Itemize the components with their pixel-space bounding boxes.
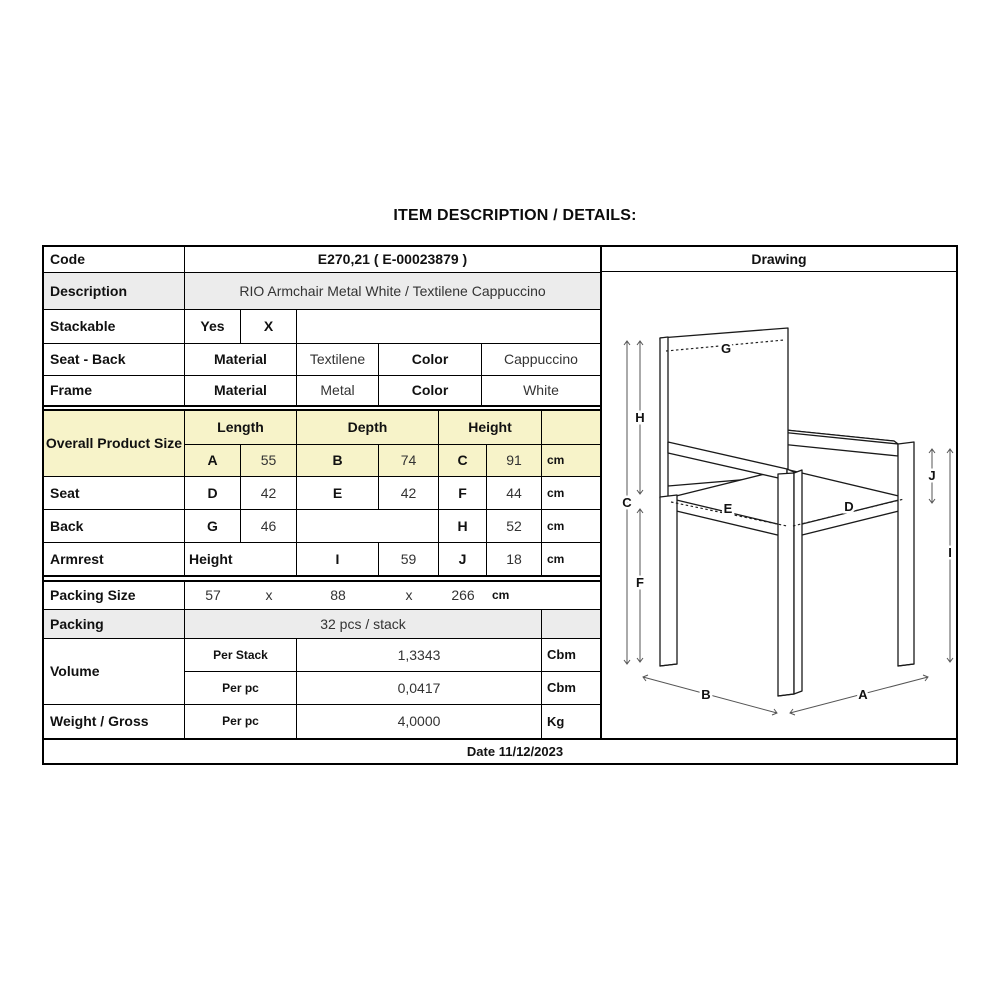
drawing-section (600, 245, 958, 740)
frame-color-label: Color (379, 376, 482, 405)
packing-size-v2: 88 (330, 587, 346, 604)
back-height-value: 52 (487, 510, 542, 542)
description-label: Description (44, 273, 185, 309)
stackable-empty (297, 310, 600, 343)
right-leg (898, 442, 914, 666)
page-title: ITEM DESCRIPTION / DETAILS: (393, 207, 637, 224)
packing-empty (542, 610, 600, 638)
seat-unit: cm (547, 485, 565, 500)
seat-size-row (44, 477, 600, 510)
seat-back-label: Seat - Back (44, 344, 185, 375)
back-post-left (660, 337, 668, 498)
seat-length-value: 42 (241, 477, 297, 509)
packing-size-empty (542, 582, 600, 609)
packing-size-unit: cm (492, 588, 510, 603)
volume-label: Volume (44, 639, 185, 704)
description-value: RIO Armchair Metal White / Textilene Cappuccino (239, 282, 546, 299)
armrest-height-value: 18 (487, 543, 542, 575)
overall-depth-key: B (297, 445, 379, 476)
volume-per-stack-value: 1,3343 (297, 639, 542, 671)
seat-height-value: 44 (487, 477, 542, 509)
seat-back-color: Cappuccino (504, 351, 578, 368)
overall-height-value: 91 (487, 445, 542, 476)
overall-values-row (185, 445, 600, 476)
dim-label-g: G (720, 341, 732, 356)
overall-height-key: C (439, 445, 487, 476)
drawing-header: Drawing (602, 247, 956, 272)
packing-row (44, 610, 600, 639)
volume-per-stack-key: Per Stack (185, 639, 297, 671)
seat-length-key: D (185, 477, 241, 509)
packing-value: 32 pcs / stack (185, 610, 542, 638)
dim-label-f: F (636, 575, 644, 590)
packing-label: Packing (44, 610, 185, 638)
back-empty (297, 510, 439, 542)
armrest-size-label: Armrest (44, 543, 185, 575)
volume-per-stack-row (185, 639, 600, 672)
spec-table-left-section (42, 245, 600, 740)
packing-size-v1: 57 (205, 587, 221, 604)
volume-per-pc-row (185, 672, 600, 704)
dim-label-c: C (622, 495, 632, 510)
back-length-key: G (185, 510, 241, 542)
code-label: Code (44, 247, 185, 272)
dim-label-i: I (948, 545, 952, 560)
frame-row (44, 376, 600, 407)
overall-size-label: Overall Product Size (44, 411, 185, 476)
date-row (42, 740, 958, 765)
size-header-row (185, 411, 600, 445)
armrest-sub-label: Height (185, 543, 297, 575)
overall-length-key: A (185, 445, 241, 476)
volume-per-stack-unit: Cbm (547, 647, 576, 663)
packing-size-x2: x (405, 587, 413, 604)
seat-depth-value: 42 (379, 477, 439, 509)
description-row (44, 273, 600, 310)
code-value: E270,21 ( E-00023879 ) (317, 251, 468, 268)
chair-drawing (602, 272, 956, 738)
volume-per-pc-key: Per pc (185, 672, 297, 704)
overall-length-value: 55 (241, 445, 297, 476)
back-size-label: Back (44, 510, 185, 542)
length-header: Length (185, 411, 297, 444)
overall-depth-value: 74 (379, 445, 439, 476)
dim-label-b: B (701, 687, 711, 702)
left-leg (660, 495, 677, 666)
seat-back-color-label: Color (379, 344, 482, 375)
drawing-area (602, 272, 956, 738)
seat-height-key: F (439, 477, 487, 509)
dim-label-d: D (844, 499, 854, 514)
seat-back-material-label: Material (185, 344, 297, 375)
back-length-value: 46 (241, 510, 297, 542)
weight-label: Weight / Gross (44, 705, 185, 738)
dim-label-j: J (928, 468, 936, 483)
depth-header: Depth (297, 411, 439, 444)
seat-depth-key: E (297, 477, 379, 509)
volume-per-pc-value: 0,0417 (297, 672, 542, 704)
weight-key: Per pc (185, 705, 297, 738)
seat-back-row (44, 344, 600, 376)
frame-label: Frame (44, 376, 185, 405)
weight-row (44, 705, 600, 738)
overall-unit: cm (542, 445, 600, 476)
armrest-size-row (44, 543, 600, 577)
armrest-depth-value: 59 (379, 543, 439, 575)
stackable-row (44, 310, 600, 344)
volume-rows (44, 639, 600, 705)
packing-size-v3: 266 (451, 587, 475, 604)
seat-back-material: Textilene (297, 344, 379, 375)
height-header: Height (439, 411, 542, 444)
armrest-unit: cm (547, 551, 565, 566)
dim-label-a: A (858, 687, 868, 702)
frame-material: Metal (297, 376, 379, 405)
dim-label-h: H (635, 410, 645, 425)
overall-size-rows (44, 411, 600, 477)
back-height-key: H (439, 510, 487, 542)
back-size-row (44, 510, 600, 543)
frame-color: White (523, 382, 559, 399)
volume-per-pc-unit: Cbm (547, 680, 576, 696)
armrest-height-key: J (439, 543, 487, 575)
date-text: Date 11/12/2023 (466, 744, 564, 759)
front-leg (778, 473, 794, 696)
dim-label-e: E (723, 501, 733, 516)
stackable-mark: X (241, 310, 297, 343)
code-row (44, 247, 600, 273)
back-unit: cm (547, 518, 565, 533)
frame-material-label: Material (185, 376, 297, 405)
packing-size-x1: x (265, 587, 273, 604)
packing-size-row (44, 582, 600, 610)
stackable-label: Stackable (44, 310, 185, 343)
size-header-empty (542, 411, 600, 444)
spec-table (42, 245, 958, 765)
packing-size-label: Packing Size (44, 582, 185, 609)
weight-value: 4,0000 (297, 705, 542, 738)
stackable-yes: Yes (185, 310, 241, 343)
weight-unit: Kg (547, 713, 565, 729)
seat-size-label: Seat (44, 477, 185, 509)
armrest-depth-key: I (297, 543, 379, 575)
